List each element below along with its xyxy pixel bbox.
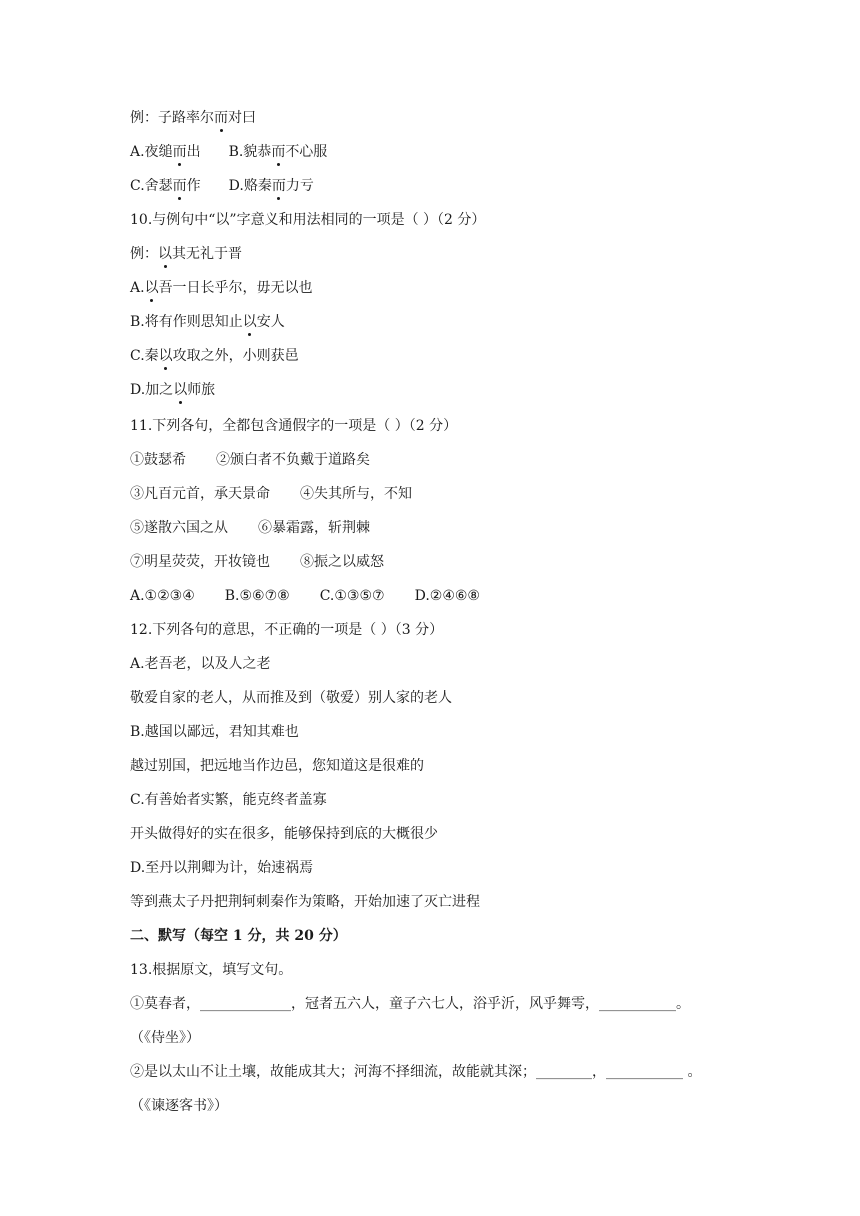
q12-option-d: D.至丹以荆卿为计，始速祸焉 bbox=[130, 860, 314, 876]
q11-option-b: B.⑤⑥⑦⑧ bbox=[224, 588, 290, 604]
q9-option-c: C.舍瑟而作 bbox=[130, 178, 201, 194]
q11-row-2: ③凡百元首，承天景命 ④失其所与，不知 bbox=[130, 486, 412, 502]
q9-option-a: A.夜缒而出 bbox=[130, 144, 201, 160]
q12-option-c: C.有善始者实繁，能克终者盖寡 bbox=[130, 792, 327, 808]
q10-option-b: B.将有作则思知止以安人 bbox=[130, 314, 285, 330]
q11-option-a: A.①②③④ bbox=[130, 588, 195, 604]
emphasis-dot-char: 而 bbox=[271, 144, 286, 160]
q12-translation-a: 敬爱自家的老人，从而推及到（敬爱）别人家的老人 bbox=[130, 690, 452, 706]
emphasis-dot-char: 而 bbox=[271, 178, 286, 194]
q9-option-d: D.赂秦而力亏 bbox=[228, 178, 314, 194]
q11-options bbox=[130, 587, 480, 605]
q11-row-1: ①鼓瑟希 ②颁白者不负戴于道路矣 bbox=[130, 452, 370, 468]
emphasis-dot-char: 以 bbox=[158, 348, 173, 364]
q11-row-4: ⑦明星荧荧，开妆镜也 ⑧振之以威怒 bbox=[130, 554, 384, 570]
q10-example: 例：以其无礼于晋 bbox=[130, 246, 242, 262]
emphasis-dot-char: 而 bbox=[172, 178, 187, 194]
q10-stem: 10.与例句中“以”字意义和用法相同的一项是（ ）（2 分） bbox=[130, 212, 486, 228]
q10-option-c: C.秦以攻取之外，小则获邑 bbox=[130, 348, 299, 364]
q12-translation-b: 越过别国，把远地当作边邑，您知道这是很难的 bbox=[130, 758, 424, 774]
emphasis-dot-char: 以 bbox=[242, 314, 257, 330]
q10-option-a: A.以吾一日长乎尔，毋无以也 bbox=[130, 280, 313, 296]
q11-stem: 11.下列各句，全都包含通假字的一项是（ ）（2 分） bbox=[130, 418, 458, 434]
q13-item-2-source: （《谏逐客书》） bbox=[130, 1098, 228, 1114]
q13-stem: 13.根据原文，填写文句。 bbox=[130, 962, 293, 978]
q13-item-2: ②是以太山不让土壤，故能成其大；河海不择细流，故能就其深；________，___________ 。 bbox=[130, 1064, 702, 1080]
q12-option-a: A.老吾老，以及人之老 bbox=[130, 656, 271, 672]
q11-row-3: ⑤遂散六国之从 ⑥暴霜露，斩荆棘 bbox=[130, 520, 370, 536]
q13-item-1: ①莫春者，_____________，冠者五六人，童子六七人，浴乎沂，风乎舞雩，___________。 bbox=[130, 996, 690, 1012]
q9-example: 例：子路率尔而对曰 bbox=[130, 110, 256, 126]
q12-translation-d: 等到燕太子丹把荆轲刺秦作为策略，开始加速了灭亡进程 bbox=[130, 894, 480, 910]
q9-option-b: B.貌恭而不心服 bbox=[228, 144, 328, 160]
q12-translation-c: 开头做得好的实在很多，能够保持到底的大概很少 bbox=[130, 826, 438, 842]
emphasis-dot-char: 以 bbox=[158, 246, 172, 262]
q12-option-b: B.越国以鄙远，君知其难也 bbox=[130, 724, 299, 740]
emphasis-dot-char: 以 bbox=[173, 382, 188, 398]
emphasis-dot-char: 以 bbox=[144, 280, 159, 296]
q9-options-ab bbox=[130, 143, 327, 161]
section-heading: 二、默写（每空 1 分，共 20 分） bbox=[130, 928, 347, 944]
q12-stem: 12.下列各句的意思，不正确的一项是（ ）（3 分） bbox=[130, 622, 444, 638]
q10-option-d: D.加之以师旅 bbox=[130, 382, 216, 398]
q13-item-1-source: （《侍坐》） bbox=[130, 1030, 200, 1046]
q9-options-cd bbox=[130, 177, 314, 195]
emphasis-dot-char: 而 bbox=[172, 144, 187, 160]
emphasis-dot-char: 而 bbox=[214, 110, 228, 126]
q11-option-c: C.①③⑤⑦ bbox=[319, 588, 385, 604]
q11-option-d: D.②④⑥⑧ bbox=[414, 588, 480, 604]
